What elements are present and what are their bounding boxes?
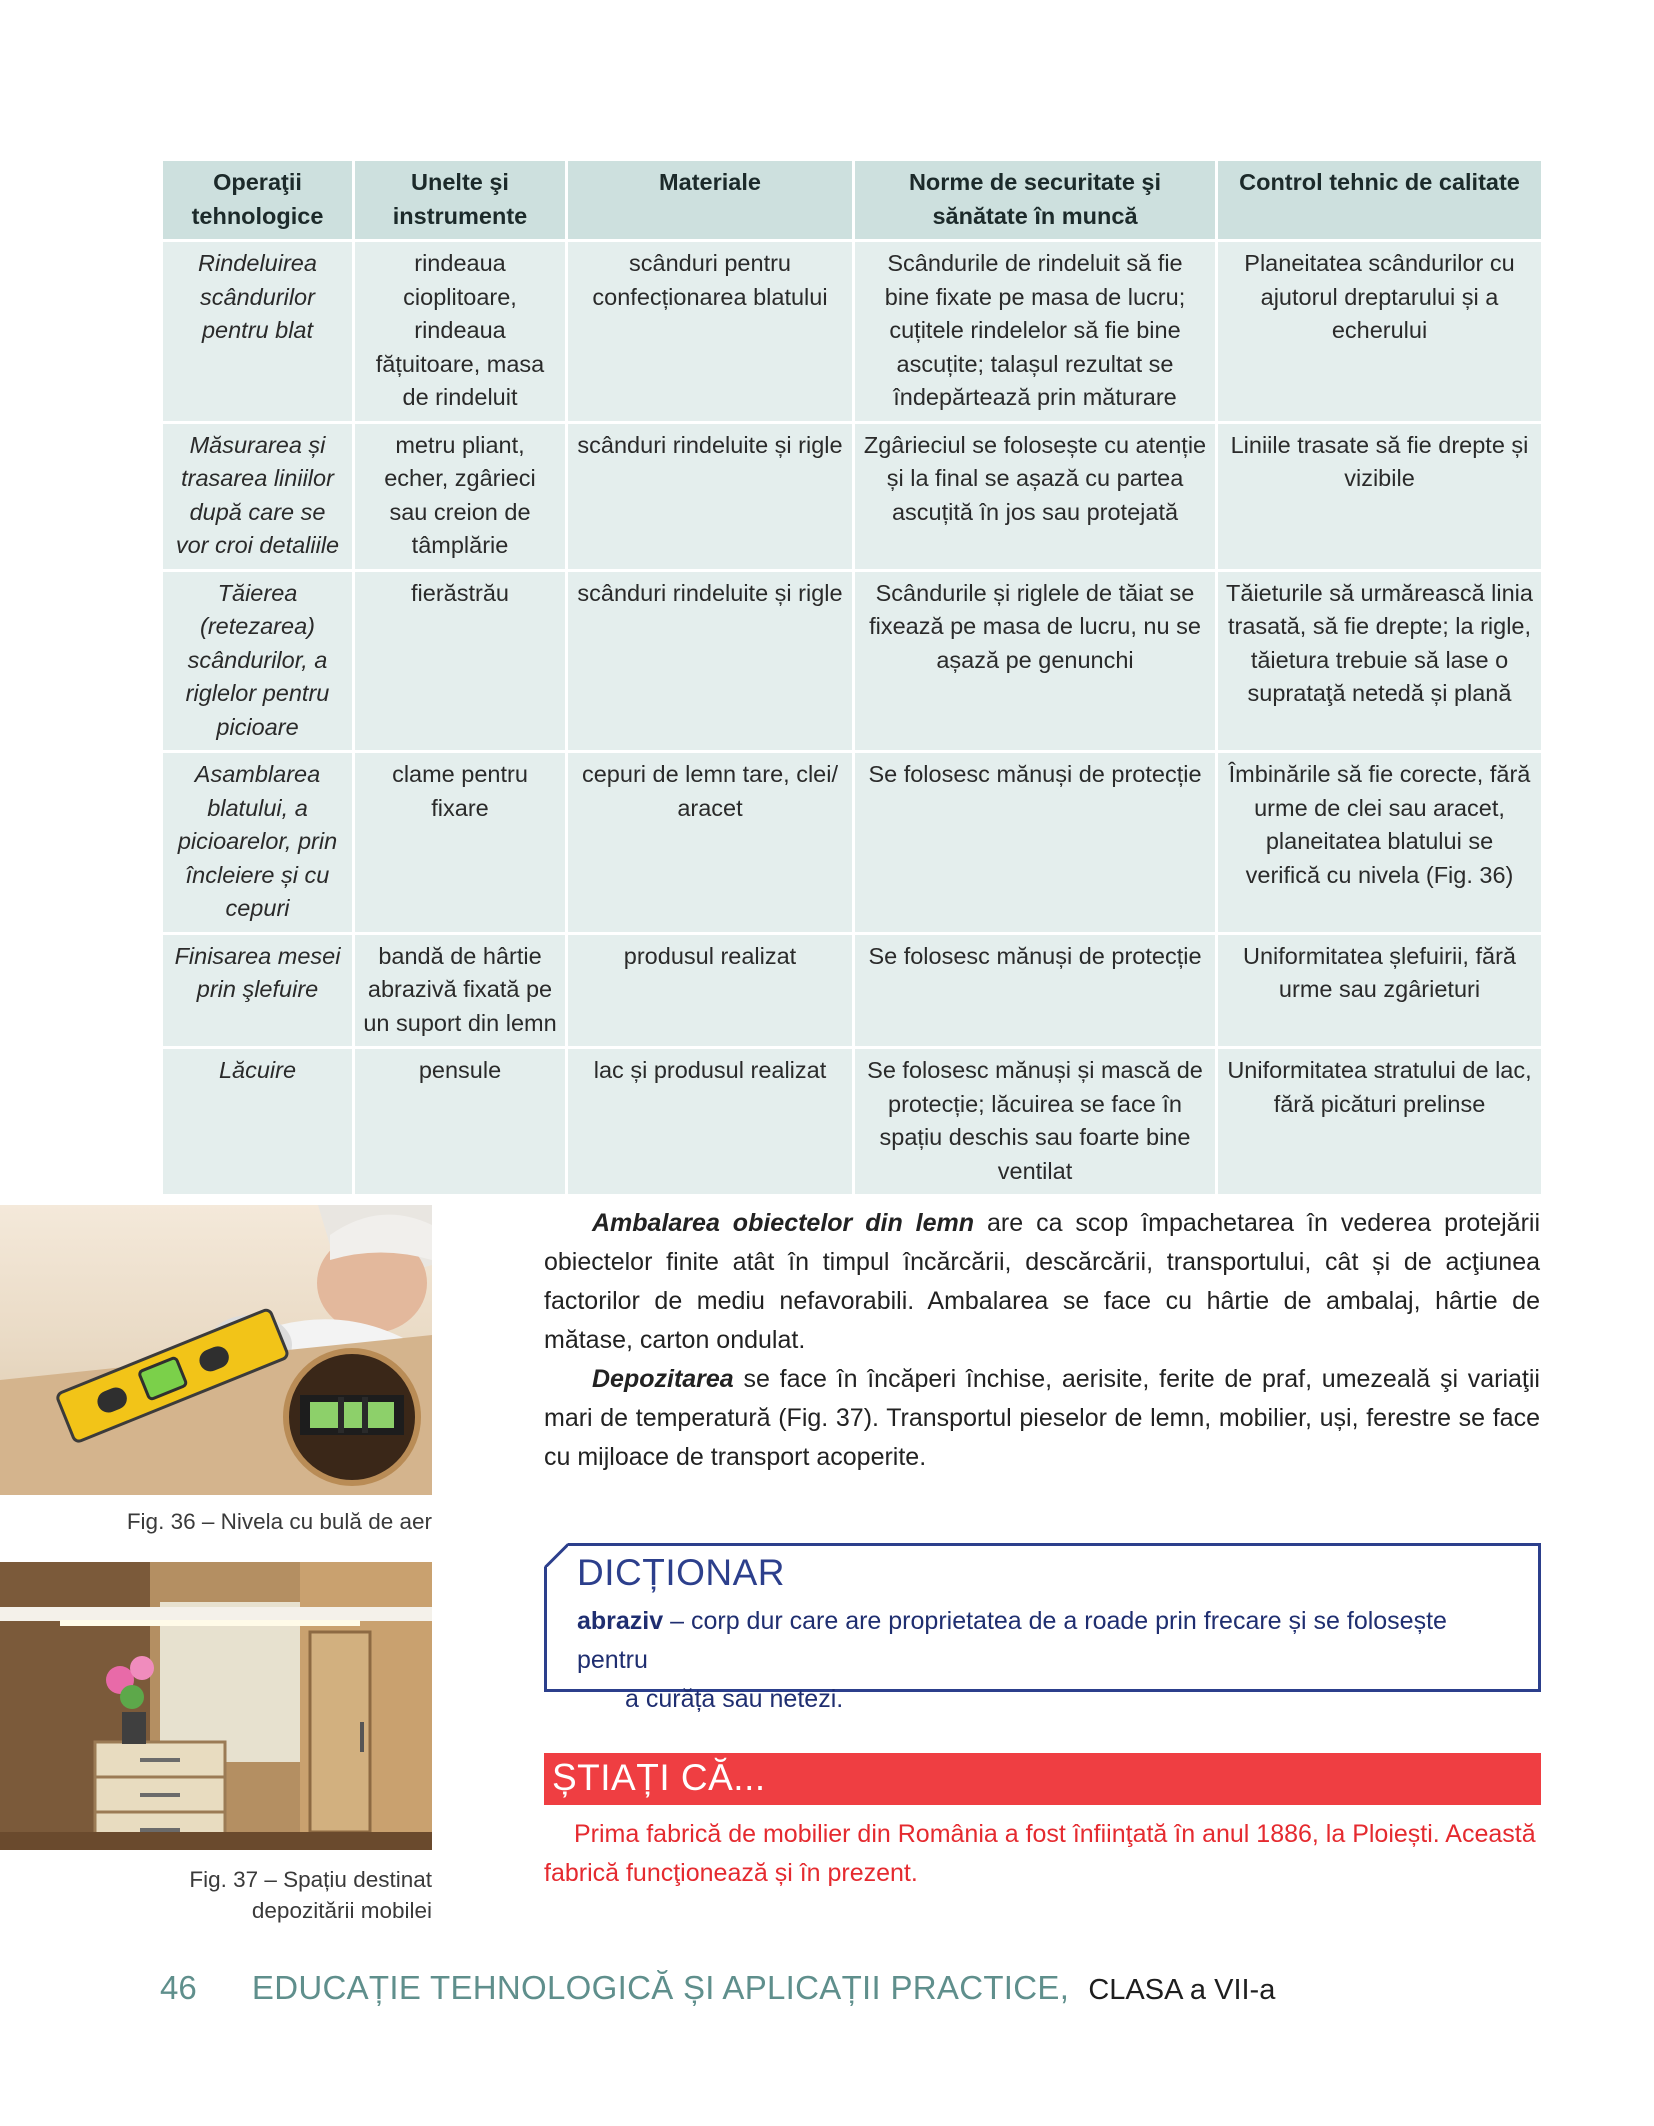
cell-materials: scânduri rindeluite și rigle bbox=[568, 572, 852, 751]
paragraph-packaging-text: are ca scop împachetarea în vederea protejării obiectelor finite atât în timpul încărcării, descărcării, transportului, cât și de acţiunea factorilor de mediu nefavorabili. Ambalarea se face cu hârtie de ambalaj, hârtie de mătase, carton ondulat. bbox=[544, 1209, 1540, 1354]
dictionary-title: DICȚIONAR bbox=[577, 1552, 785, 1593]
furniture-storage-illustration bbox=[0, 1562, 432, 1850]
dictionary-definition-line1: – corp dur care are proprietatea de a roade prin frecare și se folosește pentru bbox=[577, 1607, 1447, 1674]
paragraph-storage-text: se face în încăperi închise, aerisite, ferite de praf, umezeală şi variaţii mari de temperatură (Fig. 37). Transportul pieselor de lemn, mobilier, uși, ferestre se face cu mijloace de transport acoperite. bbox=[544, 1365, 1540, 1471]
dictionary-box bbox=[544, 1543, 1541, 1713]
book-grade: CLASA a VII-a bbox=[1088, 1974, 1276, 2006]
corner-notch-icon bbox=[544, 1543, 568, 1567]
table-row bbox=[163, 572, 1541, 751]
cell-materials: scânduri rindeluite și rigle bbox=[568, 424, 852, 569]
cell-operation: Finisarea mesei prin şlefuire bbox=[163, 935, 352, 1047]
did-you-know-title: ȘTIAȚI CĂ... bbox=[552, 1757, 766, 1798]
fig36-level-photo bbox=[0, 1205, 432, 1495]
cell-safety: Scândurile și riglele de tăiat se fixează pe masa de lucru, nu se așază pe genunchi bbox=[855, 572, 1215, 751]
cell-quality: Planeitatea scândurilor cu ajutorul dreptarului și a echerului bbox=[1218, 242, 1541, 421]
cell-quality: Uniformitatea stratului de lac, fără picături prelinse bbox=[1218, 1049, 1541, 1194]
cell-operation: Rindeluirea scândurilor pentru blat bbox=[163, 242, 352, 421]
cell-tools: pensule bbox=[355, 1049, 565, 1194]
cell-materials: produsul realizat bbox=[568, 935, 852, 1047]
dictionary-entry bbox=[577, 1602, 1517, 1719]
table-row bbox=[163, 753, 1541, 932]
cell-tools: metru pliant, echer, zgârieci sau creion de tâmplărie bbox=[355, 424, 565, 569]
cell-operation: Măsurarea și trasarea liniilor după care se vor croi detaliile bbox=[163, 424, 352, 569]
header-operations: Operaţii tehnologice bbox=[163, 161, 352, 239]
paragraph-packaging bbox=[544, 1204, 1540, 1360]
table-row bbox=[163, 424, 1541, 569]
cell-quality: Tăieturile să urmărească linia trasată, să fie drepte; la rigle, tăietura trebuie să lase o suprataţă netedă și plană bbox=[1218, 572, 1541, 751]
book-subject: EDUCAȚIE TEHNOLOGICĂ ȘI APLICAȚII PRACTICE, bbox=[251, 1969, 1070, 2006]
cell-safety: Zgârieciul se folosește cu atenție și la final se așază cu partea ascuțită în jos sau protejată bbox=[855, 424, 1215, 569]
cell-materials: scânduri pentru confecționarea blatului bbox=[568, 242, 852, 421]
fig37-caption-line1: Fig. 37 – Spațiu destinat bbox=[189, 1867, 432, 1892]
dictionary-term: abraziv bbox=[577, 1607, 664, 1635]
main-text bbox=[544, 1204, 1540, 1477]
page-footer bbox=[160, 1969, 1275, 2007]
header-materials: Materiale bbox=[568, 161, 852, 239]
cell-quality: Uniformitatea șlefuirii, fără urme sau zgârieturi bbox=[1218, 935, 1541, 1047]
cell-safety: Se folosesc mănuși și mască de protecție; lăcuirea se face în spațiu deschis sau foarte bine ventilat bbox=[855, 1049, 1215, 1194]
cell-quality: Liniile trasate să fie drepte și vizibile bbox=[1218, 424, 1541, 569]
did-you-know-banner bbox=[544, 1753, 1541, 1805]
fig36-caption: Fig. 36 – Nivela cu bulă de aer bbox=[126, 1509, 432, 1534]
page-number: 46 bbox=[160, 1969, 197, 2006]
operations-table bbox=[160, 158, 1544, 1197]
header-safety-norms: Norme de securitate şi sănătate în muncă bbox=[855, 161, 1215, 239]
cell-materials: cepuri de lemn tare, clei/ aracet bbox=[568, 753, 852, 932]
header-tools: Unelte şi instrumente bbox=[355, 161, 565, 239]
cell-safety: Se folosesc mănuși de protecție bbox=[855, 935, 1215, 1047]
cell-tools: bandă de hârtie abrazivă fixată pe un suport din lemn bbox=[355, 935, 565, 1047]
term-packaging: Ambalarea obiectelor din lemn bbox=[592, 1209, 975, 1237]
table-header-row bbox=[163, 161, 1541, 239]
cell-operation: Lăcuire bbox=[163, 1049, 352, 1194]
fig37-caption-line2: depozitării mobilei bbox=[251, 1898, 432, 1923]
cell-tools: clame pentru fixare bbox=[355, 753, 565, 932]
cell-operation: Tăierea (retezarea) scândurilor, a riglelor pentru picioare bbox=[163, 572, 352, 751]
cell-quality: Îmbinările să fie corecte, fără urme de clei sau aracet, planeitatea blatului se verifică cu nivela (Fig. 36) bbox=[1218, 753, 1541, 932]
paragraph-storage bbox=[544, 1360, 1540, 1477]
cell-tools: rindeaua cioplitoare, rindeaua fățuitoare, masa de rindeluit bbox=[355, 242, 565, 421]
cell-safety: Scândurile de rindeluit să fie bine fixate pe masa de lucru; cuțitele rindelelor să fie bine ascuțite; talașul rezultat se îndepărtează prin măturare bbox=[855, 242, 1215, 421]
table-row bbox=[163, 242, 1541, 421]
cell-tools: fierăstrău bbox=[355, 572, 565, 751]
spirit-level-illustration bbox=[0, 1205, 432, 1495]
table-row bbox=[163, 935, 1541, 1047]
fig37-furniture-photo bbox=[0, 1562, 432, 1850]
did-you-know-text: Prima fabrică de mobilier din România a fost înfiinţată în anul 1886, la Ploiești. Această fabrică funcţionează și în prezent. bbox=[544, 1820, 1536, 1887]
cell-operation: Asamblarea blatului, a picioarelor, prin încleiere și cu cepuri bbox=[163, 753, 352, 932]
term-storage: Depozitarea bbox=[592, 1365, 734, 1393]
dictionary-definition-line2: a curăța sau netezi. bbox=[625, 1685, 844, 1713]
table-row bbox=[163, 1049, 1541, 1194]
header-quality-control: Control tehnic de calitate bbox=[1218, 161, 1541, 239]
fig37-caption bbox=[0, 1864, 432, 1926]
cell-materials: lac și produsul realizat bbox=[568, 1049, 852, 1194]
cell-safety: Se folosesc mănuși de protecție bbox=[855, 753, 1215, 932]
